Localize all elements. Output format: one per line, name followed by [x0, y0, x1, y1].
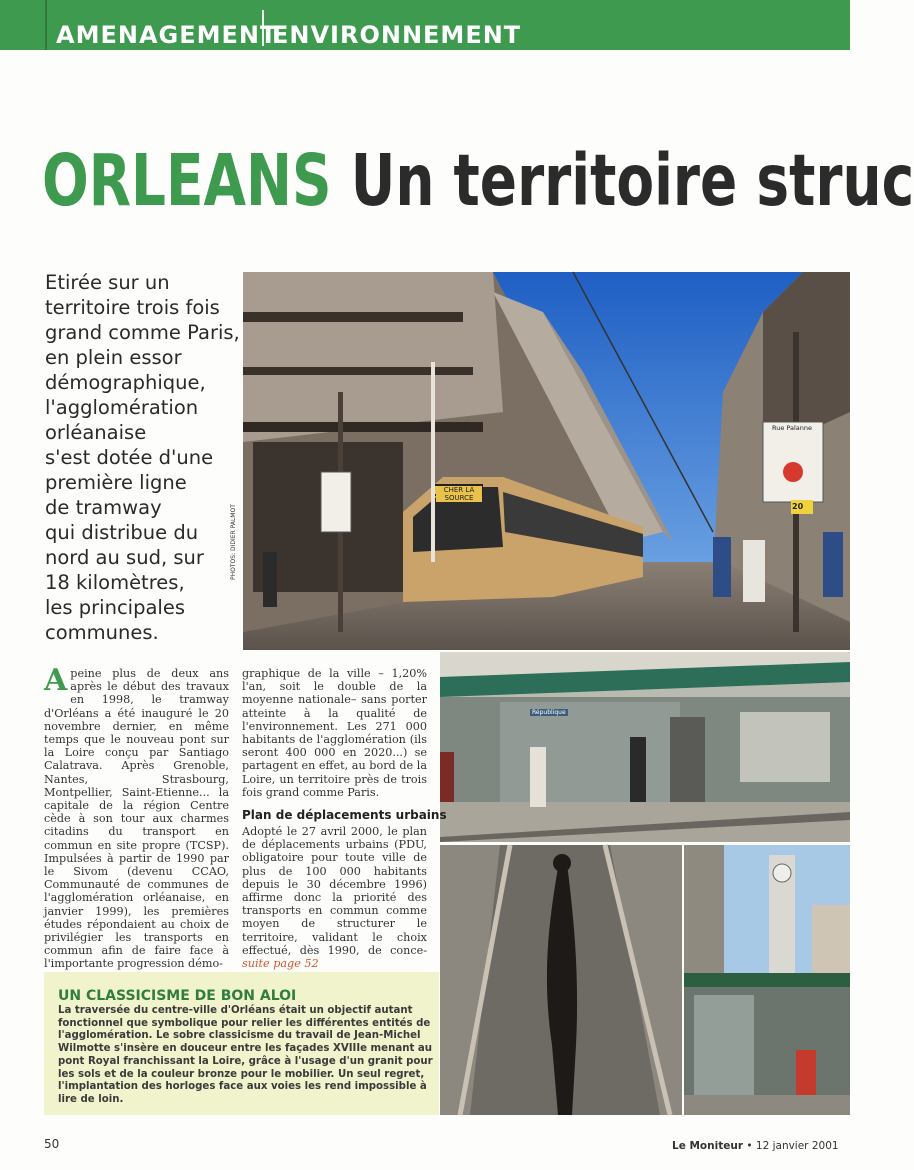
- sidebar-box-text: La traversée du centre-ville d'Orléans était un objectif autant fonctionnel que symbolique pour relier les différentes entités de l'agglomération. Le sobre classicisme du travail de Jean-Michel Wilmotte s'insère en douceur entre les façades XVIIIe menant au pont Royal franchissant la Loire, grâce à l'usage d'un granit pour les sols et de la couleur bronze pour le mobilier. Un seul regret, l'implantation des horloges face aux voies les rend impossible à lire de loin.: [58, 1005, 433, 1105]
- drop-cap: A: [44, 663, 68, 698]
- body-column-1: [44, 663, 229, 971]
- title-city: ORLEANS: [42, 139, 332, 222]
- shelter-sign: République: [532, 709, 566, 716]
- article-title: [42, 136, 914, 226]
- sidebar-box-title: UN CLASSICISME DE BON ALOI: [58, 988, 297, 1004]
- lede-line: 18 kilomètres,: [45, 571, 185, 594]
- rubric-amenagement: AMENAGEMENT: [56, 21, 278, 49]
- clock-tower-photo: [684, 845, 850, 1115]
- lede-line: communes.: [45, 621, 159, 644]
- clock-tower-photo-illustration: [684, 845, 850, 1115]
- lede-line: grand comme Paris,: [45, 321, 240, 344]
- subheading: Plan de déplacements urbains: [242, 808, 447, 822]
- continued-link[interactable]: suite page 52: [242, 957, 319, 971]
- page-number: 50: [44, 1137, 60, 1151]
- lede-line: de tramway: [45, 496, 162, 519]
- body-column-1-text: peine plus de deux ans après le début des travaux en 1998, le tramway d'Orléans a été inauguré le 20 novembre dernier, en même temps que le nouveau pont sur la Loire conçu par Santiago Calatrava. Après Grenoble, Nantes, Strasbourg, Montpellier, Saint-Etienne... la capitale de la région Centre cède à son tour aux charmes citadins du transport en commun en site propre (TCSP). Impulsées à partir de 1990 par le Sivom (devenu CCAO, Communauté de communes de l'agglomération orléanaise, en janvier 1999), les premières études répondaient au choix de privilégier les transports en commun afin de faire face à l'importante progression démo-: [44, 667, 229, 971]
- magazine-name: Le Moniteur: [672, 1140, 743, 1152]
- title-rest: Un territoire struc: [350, 139, 914, 222]
- header-band-edge: [45, 0, 47, 50]
- track-shadow-photo: [440, 845, 682, 1115]
- rubric-environnement: ENVIRONNEMENT: [272, 21, 522, 49]
- lede-line: en plein essor: [45, 346, 182, 369]
- tram-street-photo-illustration: [243, 272, 850, 650]
- stop-sign-number: 20: [792, 502, 804, 511]
- footer-publication: [672, 1140, 839, 1152]
- lede-line: première ligne: [45, 471, 187, 494]
- lede-line: les principales: [45, 596, 185, 619]
- body-column-2-text-a: graphique de la ville – 1,20% l'an, soit le double de la moyenne nationale– sans porter atteinte à la qualité de l'environnement. Les 271 000 habitants de l'agglomération (ils seront 400 000 en 2020...) se partagent en effet, au bord de la Loire, un territoire près de trois fois grand comme Paris.: [242, 667, 427, 799]
- issue-date: 12 janvier 2001: [755, 1140, 839, 1152]
- lede-line: l'agglomération: [45, 396, 199, 419]
- tram-shelter-photo: [440, 652, 850, 842]
- stop-sign-label: Rue Palanne: [771, 424, 813, 432]
- body-column-2-b: [242, 825, 427, 970]
- tram-street-photo: [243, 272, 850, 650]
- track-shadow-photo-illustration: [440, 845, 682, 1115]
- tram-destination-sign: CHER LA SOURCE: [436, 486, 482, 502]
- body-column-2: [242, 667, 427, 799]
- lede-line: territoire trois fois: [45, 296, 220, 319]
- lede-line: qui distribue du: [45, 521, 199, 544]
- footer-bullet: •: [746, 1140, 753, 1152]
- lede-line: s'est dotée d'une: [45, 446, 214, 469]
- article-lede: [45, 270, 245, 645]
- lede-line: Etirée sur un: [45, 271, 170, 294]
- lede-line: nord au sud, sur: [45, 546, 204, 569]
- lede-line: démographique,: [45, 371, 206, 394]
- photo-credit: PHOTOS: DIDIER PALMOT: [230, 504, 237, 580]
- tram-shelter-photo-illustration: [440, 652, 850, 842]
- lede-line: orléanaise: [45, 421, 147, 444]
- body-column-2-text-b: Adopté le 27 avril 2000, le plan de déplacements urbains (PDU, obligatoire pour toute ville de plus de 100 000 habitants depuis le 30 décembre 1996) affirme donc la priorité des transports en commun comme moyen de structurer le territoire, validant le choix effectué, dès 1990, de conce-: [242, 825, 427, 957]
